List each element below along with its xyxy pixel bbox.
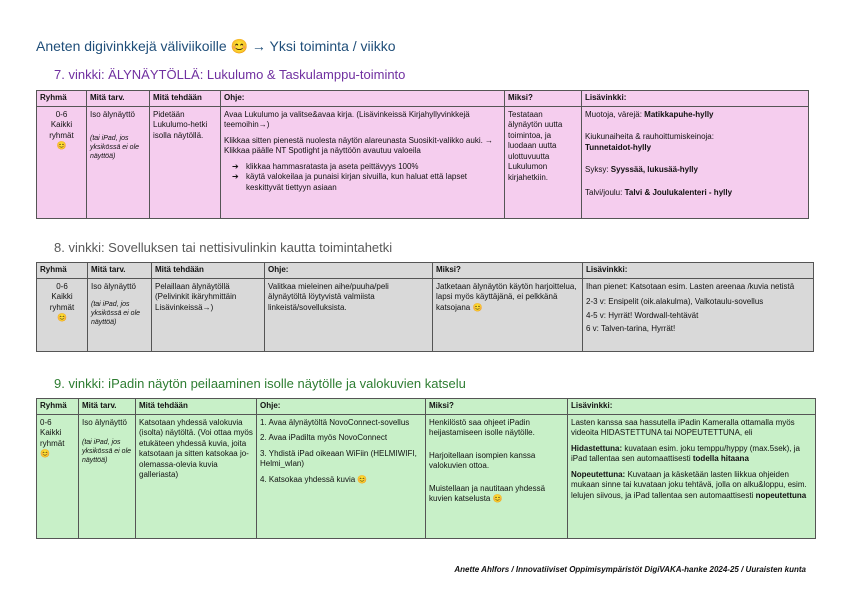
equipment: Iso älynäyttö (82, 417, 127, 427)
col-header-ryhma: Ryhmä (37, 263, 88, 279)
tarv-cell (79, 414, 136, 538)
age-range: 0-6 (56, 281, 68, 291)
section-title-9: 9. vinkki: iPadin näytön peilaaminen isolle näytölle ja valokuvien katselu (54, 376, 466, 391)
col-header-tehdaan: Mitä tehdään (152, 263, 265, 279)
tip-table-9 (36, 398, 816, 539)
col-header-lisavinkki: Lisävinkki: (568, 399, 816, 415)
equipment: Iso älynäyttö (90, 109, 135, 119)
age-range: 0-6 (55, 109, 68, 119)
miksi-cell (426, 414, 568, 538)
instruction-4: 4. Katsokaa yhdessä kuvia 😊 (260, 474, 368, 484)
equipment-note: (tai iPad, jos yksikössä ei ole näyttöä) (90, 135, 140, 160)
col-header-lisavinkki: Lisävinkki: (583, 263, 814, 279)
tip-shelf: Tunnetaidot-hylly (585, 142, 652, 152)
ryhma-cell (37, 278, 88, 351)
col-header-ryhma: Ryhmä (37, 399, 79, 415)
tip-line: 2-3 v: Ensipelit (oik.alakulma), Valkotaulu-sovellus (586, 297, 764, 306)
group-label: Kaikki ryhmät (40, 428, 65, 448)
instruction-2: 2. Avaa iPadilta myös NovoConnect (260, 433, 388, 442)
table-row (37, 106, 809, 218)
col-header-tarv: Mitä tarv. (87, 91, 150, 107)
instruction-1: Avaa Lukulumo ja valitse&avaa kirja. (Lisävinkeissä Kirjahyllyvinkkejä teemoihin→) (224, 109, 470, 129)
tehdaan-cell: Pidetään Lukulumo-hetki isolla näytöllä. (150, 106, 221, 218)
age-range: 0-6 (40, 417, 52, 427)
ryhma-cell (37, 414, 79, 538)
page-header: Aneten digivinkkejä väliviikoille 😊 → Yksi toiminta / viikko (36, 38, 396, 54)
smiley-icon: 😊 (492, 494, 503, 503)
col-header-tehdaan: Mitä tehdään (150, 91, 221, 107)
col-header-tarv: Mitä tarv. (79, 399, 136, 415)
ohje-cell (257, 414, 426, 538)
equipment: Iso älynäyttö (91, 281, 136, 291)
lisavinkki-cell (568, 414, 816, 538)
tip-line: Ihan pienet: Katsotaan esim. Lasten areenaa /kuvia netistä (586, 281, 795, 291)
instruction-3: 3. Yhdistä iPad oikeaan WiFiin (HELMIWIFI, Helmi_wlan) (260, 448, 417, 468)
col-header-lisavinkki: Lisävinkki: (582, 91, 809, 107)
lisavinkki-cell (582, 106, 809, 218)
tip-line: Hidastettuna: kuvataan esim. joku temppu/hyppy (max.5sek), ja iPad tallentaa sen automaattisesti todella hitaana (571, 443, 800, 463)
smiley-icon: 😊 (40, 449, 50, 458)
col-header-miksi: Miksi? (426, 399, 568, 415)
miksi-cell (433, 278, 583, 351)
tip-label: Kiukunaiheita & rauhoittumiskeinoja: (585, 132, 714, 141)
instruction-3: ➔ klikkaa hammasratasta ja aseta peittävyys 100% (224, 162, 501, 173)
col-header-miksi: Miksi? (433, 263, 583, 279)
table-row (37, 414, 816, 538)
col-header-ohje: Ohje: (265, 263, 433, 279)
col-header-ryhma: Ryhmä (37, 91, 87, 107)
footer-credits: Anette Ahlfors / Innovatiiviset Oppimisympäristöt DigiVAKA-hanke 2024-25 / Uuraisten kunta (454, 565, 806, 574)
lisavinkki-cell (583, 278, 814, 351)
smiley-icon: 😊 (57, 313, 67, 322)
section-title-7: 7. vinkki: ÄLYNÄYTÖLLÄ: Lukulumo & Taskulamppu-toiminto (54, 67, 406, 82)
group-label: Kaikki ryhmät (49, 120, 74, 140)
equipment-note: (tai iPad, jos yksikössä ei ole näyttöä) (91, 301, 141, 326)
instruction-2: Klikkaa sitten pienestä nuolesta näytön alareunasta Suosikit-valikko auki. → Klikkaa päälle NT Spotlight ja näyttöön avautuu valoeila (224, 135, 494, 155)
tip-line: Syksy: Syyssää, lukusää-hylly (585, 165, 698, 174)
col-header-ohje: Ohje: (257, 399, 426, 415)
instruction-4: ➔ käytä valokeilaa ja punaisi kirjan sivuilla, kun haluat että lapset keskittyvät tiettyyn asiaan (224, 172, 501, 193)
smiley-icon: 😊 (56, 141, 67, 150)
reason-2: Harjoitellaan isompien kanssa valokuvien ottoa. (429, 450, 536, 470)
reason-3: Muistellaan ja nautitaan yhdessä kuvien katselusta 😊 (429, 483, 546, 503)
table-header-row (37, 399, 816, 415)
ohje-cell (221, 106, 505, 218)
equipment-note: (tai iPad, jos yksikössä ei ole näyttöä) (82, 439, 132, 464)
table-header-row (37, 263, 814, 279)
ohje-cell: Valitkaa mieleinen aihe/puuha/peli älynäytöltä löytyvistä valmiista linkeistä/sovelluksista. (265, 278, 433, 351)
miksi-cell: Testataan älynäytön uutta toimintoa, ja luodaan uutta ulottuvuutta Lukulumon kirjahetkiin. (505, 106, 582, 218)
col-header-ohje: Ohje: (221, 91, 505, 107)
ryhma-cell (37, 106, 87, 218)
table-header-row (37, 91, 809, 107)
tehdaan-cell: Katsotaan yhdessä valokuvia (isolta) näytöltä. (Voi ottaa myös etukäteen yhdessä kuvia, joita katsotaan ja sitten katsokaa jo-olemassa-olevia kuvia galleriasta) (136, 414, 257, 538)
reason-1: Henkilöstö saa ohjeet iPadin heijastamiseen isolle näytölle. (429, 417, 535, 437)
tip-line: Nopeutettuna: Kuvataan ja käsketään lasten liikkua ohjeiden mukaan sinne tai kuvataan joku tehtävä, jolla on alku&loppu, esim. lelujen siivous, ja iPad tallentaa sen automaattisesti nopeutettuna (571, 469, 807, 500)
tarv-cell (87, 106, 150, 218)
tarv-cell (88, 278, 152, 351)
table-row (37, 278, 814, 351)
col-header-tehdaan: Mitä tehdään (136, 399, 257, 415)
group-label: Kaikki ryhmät (49, 292, 75, 312)
col-header-miksi: Miksi? (505, 91, 582, 107)
smiley-icon: 😊 (472, 302, 483, 312)
instruction-1: 1. Avaa älynäytöltä NovoConnect-sovellus (260, 417, 410, 427)
tip-line: Lasten kanssa saa hassutella iPadin Kameralla ottamalla myös videoita HIDASTETTUNA tai NOPEUTETTUNA, eli (571, 417, 795, 437)
tip-table-8 (36, 262, 814, 352)
tip-table-7 (36, 90, 809, 219)
reason-text: Jatketaan älynäytön käytön harjoittelua, lapsi myös käyttäjänä, ei pelkkänä katsojana (436, 281, 577, 312)
tip-line: 4-5 v: Hyrrät! Wordwall-tehtävät (586, 310, 699, 320)
section-title-8: 8. vinkki: Sovelluksen tai nettisivulinkin kautta toimintahetki (54, 240, 393, 255)
tip-line: 6 v: Talven-tarina, Hyrrät! (586, 324, 676, 333)
col-header-tarv: Mitä tarv. (88, 263, 152, 279)
tip-line: Talvi/joulu: Talvi & Joulukalenteri - hylly (585, 187, 733, 197)
tehdaan-cell: Pelaillaan älynäytöllä (Pelivinkit ikäryhmittäin Lisävinkeissä→) (152, 278, 265, 351)
tip-line: Muotoja, värejä: Matikkapuhe-hylly (585, 109, 714, 119)
smiley-icon: 😊 (357, 474, 368, 484)
